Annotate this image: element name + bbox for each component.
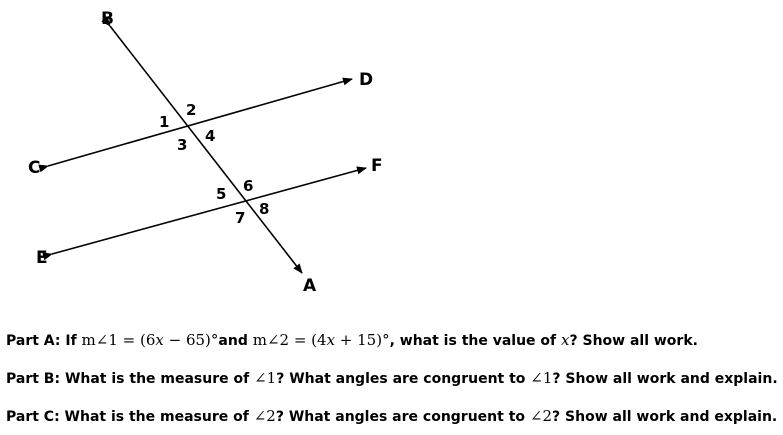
point-label-d: D — [359, 70, 374, 90]
part-b-tail: ? Show all work and explain. — [552, 371, 778, 387]
part-c-angle-symbol: ∠2 — [529, 407, 553, 425]
part-c-tail: ? Show all work and explain. — [552, 409, 778, 425]
angle-label-8: 8 — [259, 200, 270, 218]
angle-label-2: 2 — [186, 101, 197, 119]
part-b-angle-symbol: ∠1 — [530, 369, 553, 387]
part-a-angle2-expr: m∠2 = (4 — [252, 331, 327, 349]
question-part-a — [6, 331, 698, 350]
part-c-lead: Part C: What is the measure of — [6, 409, 254, 425]
question-part-c — [6, 407, 777, 426]
part-a-and: and — [218, 333, 253, 349]
question-part-b — [6, 369, 778, 388]
line-ef — [52, 168, 366, 254]
part-c-angle-symbol: ∠2 — [253, 407, 276, 425]
part-b-lead: Part B: What is the measure of — [6, 371, 255, 387]
part-a-angle2-expr-rest: + 15)° — [335, 331, 390, 349]
part-a-lead: Part A: If — [6, 333, 82, 349]
part-a-angle1-expr-rest: − 65)° — [163, 331, 219, 349]
point-label-f: F — [371, 156, 383, 176]
point-label-c: C — [28, 158, 41, 178]
part-a-angle1-expr: m∠1 = (6 — [81, 331, 156, 349]
part-b-angle-symbol: ∠1 — [254, 369, 277, 387]
angle-label-1: 1 — [159, 113, 170, 131]
point-label-a: A — [303, 276, 317, 296]
part-a-tail: ? Show all work. — [569, 333, 698, 349]
part-a-var-x: x — [326, 331, 336, 349]
angle-label-7: 7 — [235, 209, 246, 227]
part-a-var-x: x — [561, 331, 570, 349]
angle-label-4: 4 — [205, 127, 216, 145]
point-label-b: B — [101, 9, 114, 29]
part-a-mid: , what is the value of — [389, 333, 562, 349]
angle-label-6: 6 — [243, 177, 254, 195]
point-label-e: E — [36, 248, 48, 268]
part-c-mid: ? What angles are congruent to — [275, 409, 530, 425]
angle-label-5: 5 — [216, 185, 227, 203]
part-a-var-x: x — [155, 331, 164, 349]
transversal-line-ba — [110, 26, 302, 273]
part-b-mid: ? What angles are congruent to — [276, 371, 531, 387]
line-cd — [48, 79, 352, 166]
angle-label-3: 3 — [177, 136, 188, 154]
